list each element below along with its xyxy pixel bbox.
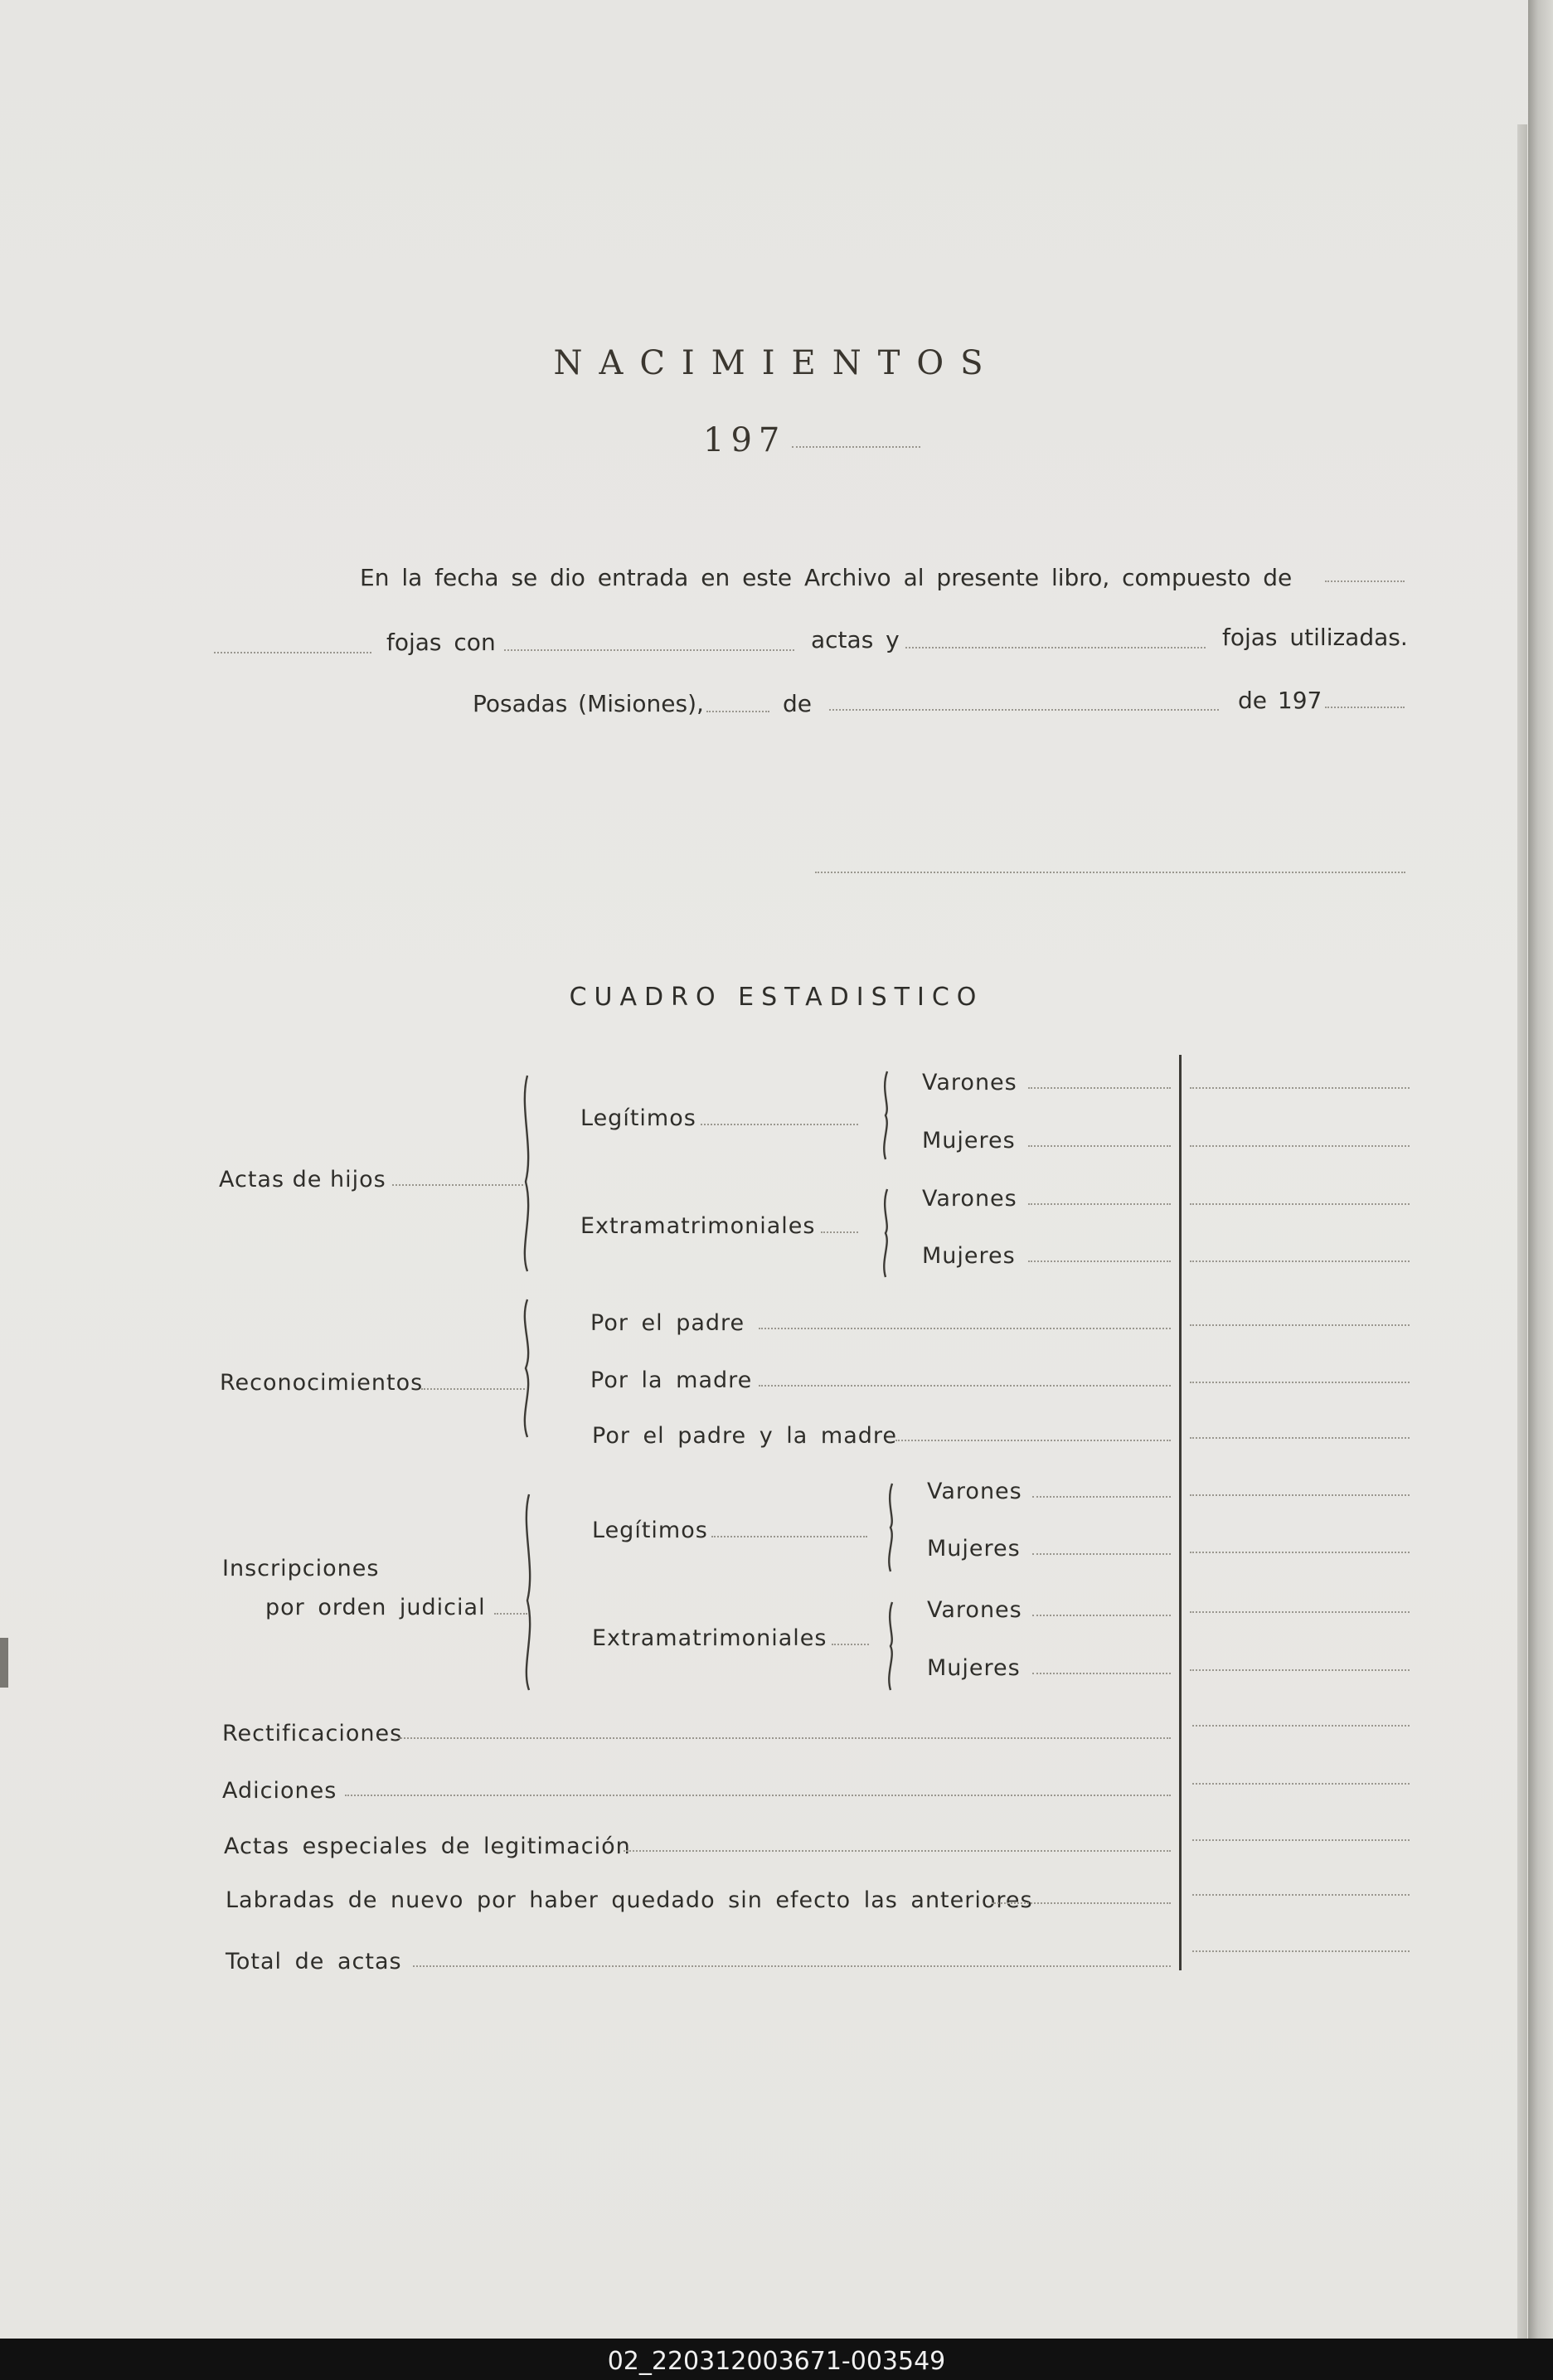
- entry-fojas-utilizadas: fojas utilizadas.: [1222, 624, 1408, 651]
- inscripciones-label-1: Inscripciones: [222, 1556, 380, 1581]
- rectificaciones-dots: [398, 1737, 1171, 1739]
- labradas-dots: [992, 1902, 1171, 1904]
- actas-hijos-label: Actas de hijos: [219, 1167, 386, 1192]
- insc-ext-varones-value: [1190, 1611, 1410, 1613]
- document-id: 02_220312003671-003549: [607, 2347, 946, 2376]
- entry-blank-month: [829, 709, 1219, 711]
- actas-especiales-label: Actas especiales de legitimación: [224, 1834, 631, 1859]
- hijos-leg-mujeres-label: Mujeres: [922, 1128, 1016, 1154]
- insc-leg-mujeres-value: [1190, 1552, 1410, 1553]
- actas-especiales-value: [1192, 1839, 1410, 1841]
- hijos-ext-mujeres-dots: [1028, 1260, 1171, 1262]
- hijos-leg-mujeres-dots: [1028, 1145, 1171, 1147]
- entry-fojas-con: fojas con: [386, 629, 496, 656]
- insc-leg-varones-value: [1190, 1494, 1410, 1496]
- entry-blank-year: [1325, 707, 1405, 708]
- entry-blank-utilizadas: [905, 647, 1206, 648]
- actas-especiales-dots: [624, 1850, 1171, 1852]
- entry-de: de: [783, 690, 812, 717]
- hijos-ext-varones-value: [1190, 1203, 1410, 1205]
- year-blank: [792, 446, 920, 448]
- extramatrimoniales-dots: [821, 1231, 858, 1233]
- insc-leg-mujeres-dots: [1032, 1553, 1171, 1555]
- entry-blank-actas: [504, 649, 794, 651]
- page-edge: [1517, 124, 1527, 2339]
- adiciones-label: Adiciones: [222, 1778, 337, 1804]
- por-ambos-dots: [895, 1440, 1171, 1441]
- labradas-label: Labradas de nuevo por haber quedado sin efecto las anteriores: [226, 1887, 1033, 1913]
- adiciones-dots: [345, 1795, 1171, 1796]
- brace-insc-legitimos: [882, 1482, 915, 1576]
- entry-actas-y: actas y: [811, 626, 900, 653]
- hijos-leg-varones-value: [1190, 1087, 1410, 1089]
- brace-reconocimientos: [516, 1298, 549, 1442]
- insc-ext-mujeres-dots: [1032, 1673, 1171, 1674]
- hijos-leg-mujeres-value: [1190, 1145, 1410, 1147]
- rectificaciones-value: [1192, 1725, 1410, 1727]
- year-label: 197: [703, 421, 787, 459]
- insc-extramatrimoniales-dots: [832, 1644, 869, 1645]
- entry-place: Posadas (Misiones),: [473, 690, 704, 717]
- por-madre-value: [1190, 1382, 1410, 1383]
- entry-blank-fojas: [214, 652, 371, 653]
- rectificaciones-label: Rectificaciones: [222, 1721, 403, 1746]
- insc-ext-mujeres-value: [1190, 1669, 1410, 1671]
- por-padre-value: [1190, 1324, 1410, 1326]
- insc-leg-mujeres-label: Mujeres: [927, 1536, 1021, 1562]
- brace-inscripciones: [517, 1493, 551, 1695]
- hijos-ext-varones-label: Varones: [922, 1186, 1017, 1212]
- por-padre-label: Por el padre: [590, 1310, 745, 1336]
- por-padre-dots: [759, 1328, 1171, 1329]
- entry-line-1: En la fecha se dio entrada en este Archivo al presente libro, compuesto de: [360, 564, 1293, 591]
- hijos-ext-mujeres-value: [1190, 1260, 1410, 1262]
- brace-actas-hijos: [516, 1074, 549, 1276]
- legitimos-label: Legítimos: [580, 1105, 696, 1131]
- total-actas-dots: [413, 1965, 1171, 1967]
- hijos-ext-varones-dots: [1028, 1203, 1171, 1205]
- entry-de-197: de 197: [1238, 687, 1322, 714]
- legitimos-dots: [701, 1124, 858, 1125]
- total-actas-label: Total de actas: [226, 1949, 402, 1974]
- brace-insc-extramatrimoniales: [882, 1600, 915, 1695]
- reconocimientos-dots: [421, 1388, 525, 1390]
- table-divider-line: [1179, 1055, 1182, 1970]
- entry-blank-compuesto: [1325, 580, 1405, 582]
- inscripciones-label-2: por orden judicial: [265, 1595, 486, 1620]
- signature-line: [815, 872, 1405, 873]
- brace-extramatrimoniales: [877, 1188, 910, 1282]
- actas-hijos-dots: [392, 1184, 523, 1186]
- labradas-value: [1192, 1894, 1410, 1896]
- insc-ext-varones-dots: [1032, 1615, 1171, 1616]
- extramatrimoniales-label: Extramatrimoniales: [580, 1213, 816, 1239]
- brace-legitimos: [877, 1070, 910, 1164]
- page-title: NACIMIENTOS: [553, 344, 1000, 382]
- hijos-leg-varones-dots: [1028, 1087, 1171, 1089]
- por-madre-dots: [759, 1385, 1171, 1387]
- insc-legitimos-dots: [711, 1536, 867, 1537]
- insc-legitimos-label: Legítimos: [592, 1518, 708, 1543]
- reconocimientos-label: Reconocimientos: [220, 1370, 424, 1396]
- hijos-ext-mujeres-label: Mujeres: [922, 1243, 1016, 1269]
- adiciones-value: [1192, 1783, 1410, 1785]
- entry-blank-day: [706, 711, 769, 712]
- por-ambos-value: [1190, 1437, 1410, 1439]
- insc-extramatrimoniales-label: Extramatrimoniales: [592, 1625, 827, 1651]
- insc-ext-varones-label: Varones: [927, 1597, 1022, 1623]
- por-madre-label: Por la madre: [590, 1367, 753, 1393]
- hijos-leg-varones-label: Varones: [922, 1070, 1017, 1095]
- left-edge-mark: [0, 1638, 8, 1688]
- insc-leg-varones-dots: [1032, 1496, 1171, 1498]
- total-actas-value: [1192, 1950, 1410, 1952]
- stats-title: CUADRO ESTADISTICO: [569, 983, 984, 1012]
- por-ambos-label: Por el padre y la madre: [592, 1423, 898, 1449]
- insc-ext-mujeres-label: Mujeres: [927, 1655, 1021, 1681]
- insc-leg-varones-label: Varones: [927, 1479, 1022, 1504]
